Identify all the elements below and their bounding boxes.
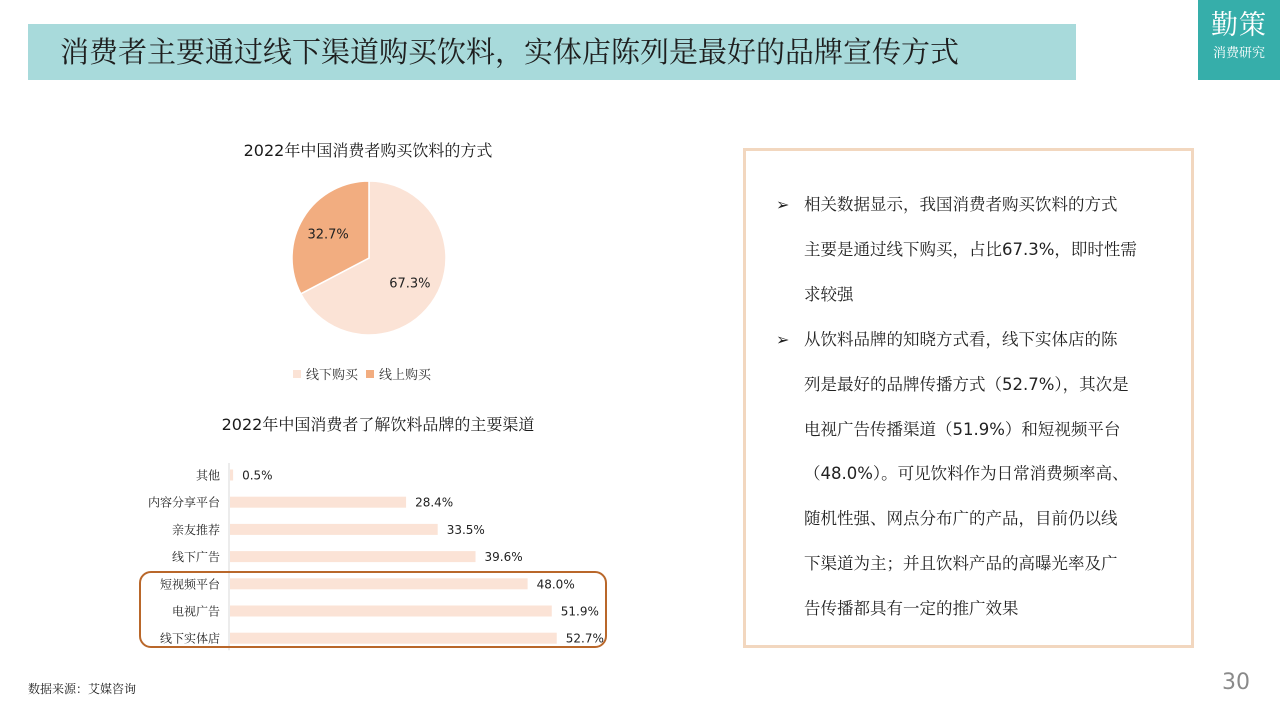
summary-line: （48.0%）。可见饮料作为日常消费频率高、 [804, 464, 1129, 484]
legend-swatch-online [366, 370, 374, 378]
bar-value-label: 51.9% [560, 604, 599, 619]
summary-paragraph-2 [804, 318, 1170, 632]
pie-chart-title: 2022年中国消费者购买饮料的方式 [243, 141, 493, 160]
bar-category-label: 内容分享平台 [147, 495, 220, 510]
page-number: 30 [1222, 670, 1250, 695]
summary-line: 电视广告传播渠道（51.9%）和短视频平台 [804, 419, 1121, 439]
page-title: 消费者主要通过线下渠道购买饮料，实体店陈列是最好的品牌宣传方式 [60, 35, 960, 69]
summary-line: 相关数据显示，我国消费者购买饮料的方式 [804, 195, 1118, 214]
summary-line: 从饮料品牌的知晓方式看，线下实体店的陈 [804, 330, 1118, 349]
data-source: 数据来源：艾媒咨询 [28, 682, 137, 696]
bar [230, 497, 406, 508]
summary-paragraph-1 [804, 183, 1170, 317]
bar-highlight-box [139, 571, 607, 648]
bar-value-label: 52.7% [565, 631, 604, 646]
bar-value-label: 28.4% [415, 495, 454, 510]
summary-line: 列是最好的品牌传播方式（52.7%），其次是 [804, 374, 1129, 394]
bar-value-label: 0.5% [242, 468, 273, 483]
bar-category-label: 线下广告 [171, 550, 220, 565]
legend-label-offline: 线下购买 [306, 368, 359, 383]
bar-category-label: 亲友推荐 [171, 522, 220, 537]
bar [230, 524, 438, 535]
logo-sub-text: 消费研究 [1212, 46, 1265, 61]
bar-chart-title: 2022年中国消费者了解饮料品牌的主要渠道 [221, 415, 535, 434]
bar-value-label: 33.5% [446, 522, 485, 537]
bar-value-label: 48.0% [536, 577, 575, 592]
summary-line: 随机性强、网点分布广的产品，目前仍以线 [804, 509, 1118, 529]
summary-line: 求较强 [804, 284, 854, 304]
bullet-arrow-icon: ➢ [776, 195, 790, 214]
legend-item-offline [293, 364, 358, 383]
summary-textbox [743, 148, 1194, 648]
pie-legend [293, 364, 439, 383]
summary-line: 下渠道为主；并且饮料产品的高曝光率及广 [804, 553, 1118, 573]
bar [230, 470, 233, 481]
bullet-arrow-icon: ➢ [776, 330, 790, 349]
pie-slice-label: 67.3% [389, 276, 431, 292]
pie-slice-label: 32.7% [307, 227, 349, 243]
bar-category-label: 其他 [195, 468, 220, 483]
summary-line: 告传播都具有一定的推广效果 [804, 598, 1019, 618]
summary-line: 主要是通过线下购买，占比67.3%，即时性需 [804, 239, 1137, 259]
bar-value-label: 39.6% [484, 550, 523, 565]
bar-category-label: 电视广告 [171, 604, 220, 619]
bar [230, 551, 476, 562]
legend-label-online: 线上购买 [379, 368, 432, 383]
bar-category-label: 线下实体店 [159, 631, 220, 646]
logo-main-text: 勤策 [1211, 10, 1267, 41]
legend-swatch-offline [293, 370, 301, 378]
legend-item-online [366, 364, 431, 383]
bar-category-label: 短视频平台 [159, 577, 220, 592]
